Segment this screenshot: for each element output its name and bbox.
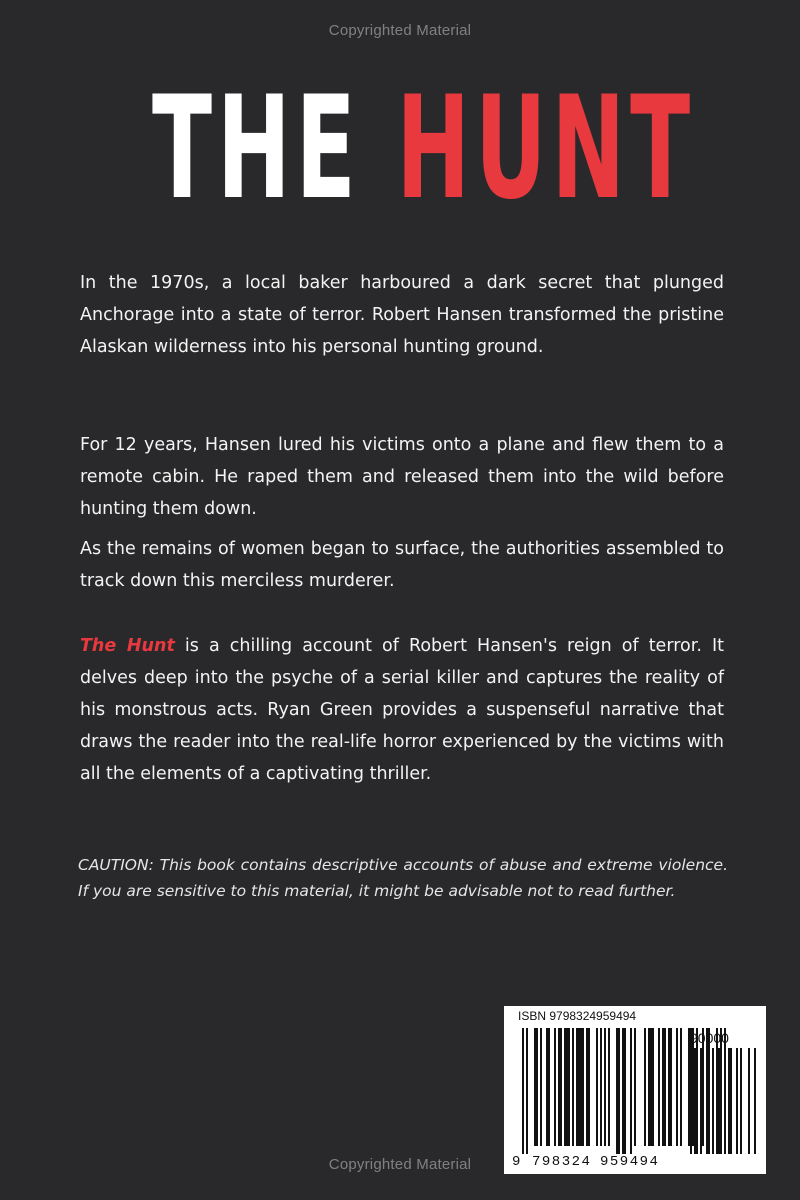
barcode-bar bbox=[600, 1028, 602, 1146]
barcode-addon-bar bbox=[694, 1048, 698, 1154]
barcode-digits-left: 798324 bbox=[532, 1154, 592, 1170]
inline-book-title: The Hunt bbox=[80, 636, 175, 656]
barcode-addon-bar bbox=[716, 1048, 722, 1154]
blurb-paragraph-4-text: is a chilling account of Robert Hansen's reign of terror. It delves deep into the psyche of a serial killer and captures the reality of his monstrous acts. Ryan Green provides a suspenseful narrative that draws the reader into the real-life horror experienced by the victims with all the elements of a captivating thriller. bbox=[80, 636, 724, 784]
barcode-addon-bar bbox=[754, 1048, 756, 1154]
barcode-addon-bar bbox=[724, 1048, 726, 1154]
barcode-addon-bar bbox=[700, 1048, 702, 1154]
barcode-addon-bar bbox=[736, 1048, 738, 1154]
barcode-bar bbox=[554, 1028, 556, 1146]
isbn-label: ISBN 9798324959494 bbox=[518, 1009, 637, 1023]
barcode-bar bbox=[576, 1028, 584, 1146]
barcode-bar bbox=[540, 1028, 542, 1146]
price-code: 90000 bbox=[690, 1030, 729, 1046]
barcode-bar bbox=[596, 1028, 598, 1146]
barcode-bar bbox=[558, 1028, 562, 1146]
isbn-barcode bbox=[504, 1006, 766, 1174]
book-title bbox=[152, 66, 696, 231]
barcode-bar bbox=[586, 1028, 590, 1146]
title-word-the: THE bbox=[152, 66, 361, 231]
barcode-bar bbox=[604, 1028, 606, 1146]
barcode-bar bbox=[658, 1028, 660, 1146]
barcode-digit-lead: 9 bbox=[512, 1154, 521, 1170]
barcode-bar bbox=[648, 1028, 654, 1146]
barcode-bar bbox=[522, 1028, 524, 1154]
blurb-paragraph-4 bbox=[80, 630, 724, 790]
blurb-paragraph-1: In the 1970s, a local baker harboured a dark secret that plunged Anchorage into a state of terror. Robert Hansen transformed the pristine Alaskan wilderness into his personal hunting ground. bbox=[80, 273, 724, 357]
barcode-bar bbox=[564, 1028, 570, 1146]
barcode-addon-bar bbox=[740, 1048, 742, 1154]
barcode-addon-bar bbox=[706, 1048, 710, 1154]
barcode-bar bbox=[616, 1028, 620, 1154]
barcode-bar bbox=[608, 1028, 610, 1146]
barcode-addon-bar bbox=[712, 1048, 714, 1154]
content-warning: CAUTION: This book contains descriptive accounts of abuse and extreme violence. If you are sensitive to this material, it might be advisable not to read further. bbox=[78, 856, 728, 900]
barcode-addon-bar bbox=[690, 1048, 692, 1154]
barcode-bar bbox=[526, 1028, 528, 1154]
title-word-hunt: HUNT bbox=[396, 66, 696, 231]
barcode-bar bbox=[668, 1028, 672, 1146]
barcode-bar bbox=[630, 1028, 632, 1154]
barcode-addon-bar bbox=[748, 1048, 750, 1154]
barcode-bar bbox=[534, 1028, 538, 1146]
barcode-bar bbox=[546, 1028, 550, 1146]
barcode-bar bbox=[680, 1028, 682, 1146]
barcode-bar bbox=[634, 1028, 636, 1146]
barcode-addon-bar bbox=[728, 1048, 732, 1154]
blurb-paragraph-3: As the remains of women began to surface, the authorities assembled to track down this merciless murderer. bbox=[80, 539, 724, 591]
barcode-bar bbox=[662, 1028, 666, 1146]
barcode-bar bbox=[676, 1028, 678, 1146]
copyright-watermark-top: Copyrighted Material bbox=[328, 22, 472, 39]
barcode-bar bbox=[644, 1028, 646, 1146]
barcode-bar bbox=[622, 1028, 626, 1154]
barcode-bar bbox=[572, 1028, 574, 1146]
barcode-digits-right: 959494 bbox=[600, 1154, 660, 1170]
blurb-paragraph-2: For 12 years, Hansen lured his victims onto a plane and flew them to a remote cabin. He raped them and released them into the wild before hunting them down. bbox=[80, 435, 724, 519]
copyright-watermark-bottom: Copyrighted Material bbox=[328, 1156, 472, 1173]
